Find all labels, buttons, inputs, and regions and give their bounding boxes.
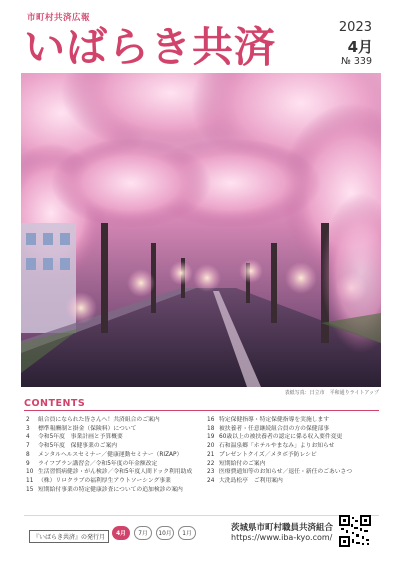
website-link[interactable]: https://www.iba-kyo.com/	[231, 533, 333, 542]
toc-item[interactable]	[207, 425, 382, 434]
header-kicker: 市町村共済広報	[27, 13, 91, 23]
toc-page-number: 10	[26, 469, 34, 476]
toc-item-text: 令和5年度 保健事業のご案内	[38, 443, 118, 450]
toc-page-number: 24	[207, 477, 215, 484]
toc-item[interactable]	[207, 416, 382, 425]
month-pill-january: 1月	[178, 526, 196, 540]
toc-page-number: 23	[207, 469, 215, 476]
month-pill-july: 7月	[134, 526, 152, 540]
toc-item[interactable]	[26, 460, 201, 469]
toc-page-number: 4	[26, 434, 30, 441]
toc-item[interactable]	[207, 460, 382, 469]
toc-item[interactable]	[207, 442, 382, 451]
toc-item-text: 特定保健指導・特定保健指導を実施します	[219, 417, 330, 423]
footer-divider	[24, 515, 379, 516]
toc-page-number: 16	[207, 417, 215, 423]
toc-page-number: 18	[207, 425, 215, 432]
toc-page-number: 2	[26, 417, 30, 423]
cover-photo	[21, 73, 381, 387]
toc-item-text: 短期給付事業の特定健康診査についての追加検診の案内	[38, 486, 183, 493]
toc-item-text: プレゼントクイズ／メタボ予防レシピ	[219, 451, 317, 458]
contents-divider	[24, 410, 379, 411]
magazine-title: いばらき共済	[24, 23, 276, 71]
toc-page-number: 7	[26, 443, 30, 450]
toc-page-number: 20	[207, 443, 215, 450]
toc-page-number: 8	[26, 451, 30, 458]
month-pill-october: 10月	[156, 526, 174, 540]
photo-caption: 表紙写真：日立市 平和通りライトアップ	[284, 390, 379, 396]
toc-page-number: 9	[26, 460, 30, 467]
toc-item-text: 医療費通知等のお知らせ／退任・新任のごあいさつ	[219, 469, 353, 476]
toc-page-number: 19	[207, 434, 215, 441]
toc-item-text: 組合員になられた皆さんへ！共済組合のご案内	[38, 417, 160, 423]
toc-page-number: 22	[207, 460, 215, 467]
toc-page-number: 21	[207, 451, 215, 458]
issue-month: 4月	[347, 38, 373, 56]
toc-item-text: 石和温泉郷「ホテルやまなみ」よりお知らせ	[219, 443, 335, 450]
toc-item[interactable]	[26, 477, 201, 486]
toc-item-text: 被扶養者・任意継続組合員の方の保健部事	[219, 425, 330, 432]
qr-code-icon[interactable]	[339, 515, 371, 547]
toc-item-text: （株）リロクラブの福利厚生アウトソーシング事業	[38, 477, 171, 484]
toc-right-column	[207, 416, 382, 486]
toc-item-text: メンタルヘルスセミナー／健康運動セミナー（RIZAP）	[38, 451, 183, 458]
toc-item-text: 生活習慣病健診・がん検診／令和5年度人間ドック利用助成	[38, 469, 193, 476]
toc-item-text: 令和5年度 事業計画と予算概要	[38, 434, 123, 441]
toc-item[interactable]	[207, 451, 382, 460]
toc-item-text: 大洗島松亭 ご利用案内	[219, 477, 283, 484]
toc-page-number: 11	[26, 477, 34, 484]
toc-item[interactable]	[26, 486, 201, 495]
toc-item[interactable]	[26, 468, 201, 477]
toc-item[interactable]	[207, 477, 382, 486]
toc-item[interactable]	[26, 442, 201, 451]
toc-item[interactable]	[26, 425, 201, 434]
toc-item-text: 短期給付のご案内	[219, 460, 266, 467]
toc-item-text: 標準報酬制と掛金（保険料）について	[38, 425, 137, 432]
publication-schedule-label: 『いばらき共済』の発行月	[29, 530, 109, 543]
issue-number: № 339	[340, 56, 372, 67]
month-pill-april: 4月	[112, 526, 130, 540]
toc-item-text: ライフプラン講習会／令和5年度の年金额改定	[38, 460, 158, 467]
toc-item[interactable]	[207, 468, 382, 477]
issue-year: 2023	[338, 20, 372, 35]
contents-heading: CONTENTS	[24, 398, 86, 409]
toc-left-column	[26, 416, 201, 494]
toc-item[interactable]	[26, 416, 201, 425]
toc-item-text: 60歳以上の被扶養者の認定に係る収入要件変更	[219, 434, 343, 441]
toc-page-number: 3	[26, 425, 30, 432]
toc-item[interactable]	[207, 433, 382, 442]
organization-name: 茨城県市町村職員共済組合	[231, 523, 334, 533]
toc-item[interactable]	[26, 451, 201, 460]
toc-item[interactable]	[26, 433, 201, 442]
toc-page-number: 15	[26, 486, 34, 493]
